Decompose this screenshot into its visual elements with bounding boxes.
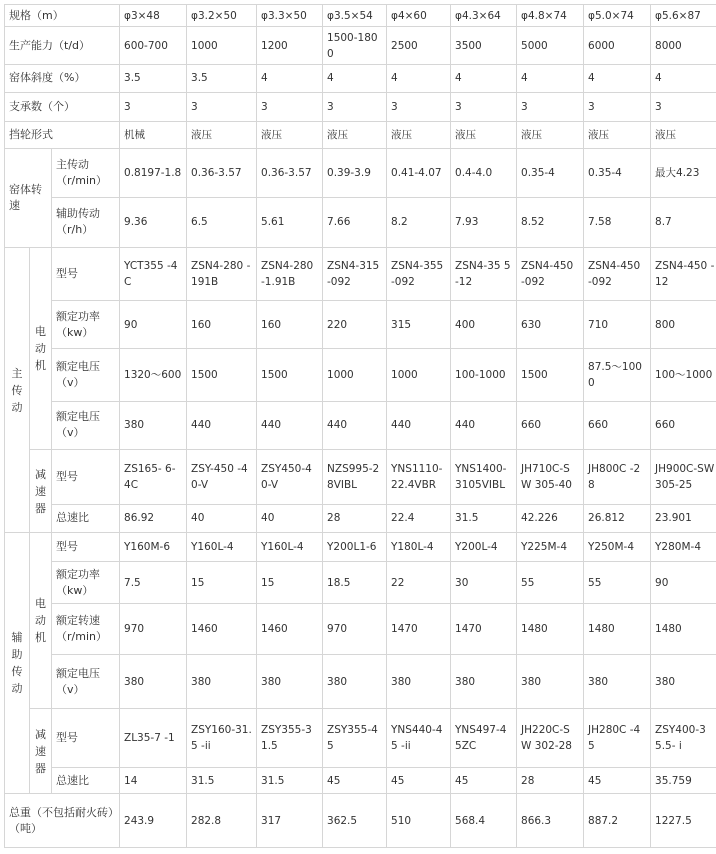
main-reducer-model-cell: NZS995-28VIBL xyxy=(323,449,387,504)
aux-motor-power-cell: 30 xyxy=(451,562,517,604)
wheel-cell: 液压 xyxy=(517,121,584,149)
main-reducer-model-label: 型号 xyxy=(52,449,120,504)
main-motor-voltage1-cell: 100-1000 xyxy=(451,349,517,401)
main-motor-voltage2-cell: 380 xyxy=(120,401,187,449)
unit-text: （r/min） xyxy=(56,630,107,644)
main-motor-model-cell: ZSN4-355 -092 xyxy=(387,247,451,300)
aux-motor-voltage-label xyxy=(52,655,120,708)
main-drive-group-label xyxy=(5,247,30,533)
vertical-group-text: 减速器 xyxy=(35,467,46,515)
table-row xyxy=(5,64,716,92)
wheel-cell: 液压 xyxy=(651,121,716,149)
slope-label: 窑体斜度（%） xyxy=(5,64,120,92)
main-motor-voltage1-cell: 1500 xyxy=(517,349,584,401)
aux-motor-power-label xyxy=(52,562,120,604)
main-reducer-model-cell: ZSY-450 -40-V xyxy=(187,449,257,504)
unit-text: （v） xyxy=(56,682,85,696)
capacity-cell: 1500-1800 xyxy=(323,27,387,64)
table-row xyxy=(5,197,716,247)
aux-motor-model-cell: Y280M-4 xyxy=(651,533,716,562)
aux-motor-model-cell: Y160L-4 xyxy=(187,533,257,562)
aux-motor-model-cell: Y180L-4 xyxy=(387,533,451,562)
slope-cell: 4 xyxy=(323,64,387,92)
unit-text: （kw） xyxy=(56,583,94,597)
supports-cell: 3 xyxy=(651,92,716,121)
speed-main-cell: 0.4-4.0 xyxy=(451,149,517,197)
wheel-cell: 液压 xyxy=(187,121,257,149)
main-reducer-ratio-cell: 22.4 xyxy=(387,504,451,533)
main-motor-model-cell: ZSN4-280 -191B xyxy=(187,247,257,300)
aux-reducer-model-cell: YNS440-45 -ii xyxy=(387,708,451,767)
main-motor-voltage2-cell: 440 xyxy=(387,401,451,449)
table-row xyxy=(5,247,716,300)
aux-motor-power-cell: 90 xyxy=(651,562,716,604)
aux-motor-power-cell: 55 xyxy=(517,562,584,604)
total-weight-cell: 510 xyxy=(387,794,451,848)
speed-main-cell: 0.41-4.07 xyxy=(387,149,451,197)
aux-reducer-ratio-cell: 28 xyxy=(517,767,584,794)
main-motor-voltage1-cell: 1000 xyxy=(323,349,387,401)
supports-cell: 3 xyxy=(187,92,257,121)
main-motor-voltage2-cell: 440 xyxy=(187,401,257,449)
vertical-group-text: 电动机 xyxy=(35,597,46,645)
unit-text: （v） xyxy=(56,376,85,390)
table-body xyxy=(5,5,716,848)
main-motor-model-cell: ZSN4-315 -092 xyxy=(323,247,387,300)
table-row xyxy=(5,401,716,449)
aux-reducer-model-cell: ZSY355-45 xyxy=(323,708,387,767)
speed-aux-cell: 7.66 xyxy=(323,197,387,247)
speed-main-cell: 0.36-3.57 xyxy=(257,149,323,197)
capacity-cell: 600-700 xyxy=(120,27,187,64)
aux-motor-speed-cell: 970 xyxy=(323,603,387,654)
supports-label: 支承数（个） xyxy=(5,92,120,121)
speed-aux-cell: 8.7 xyxy=(651,197,716,247)
aux-motor-speed-cell: 1480 xyxy=(651,603,716,654)
speed-aux-cell: 9.36 xyxy=(120,197,187,247)
table-row xyxy=(5,504,716,533)
main-reducer-ratio-cell: 31.5 xyxy=(451,504,517,533)
total-weight-cell: 362.5 xyxy=(323,794,387,848)
main-motor-power-cell: 800 xyxy=(651,301,716,349)
supports-cell: 3 xyxy=(584,92,651,121)
speed-aux-cell: 6.5 xyxy=(187,197,257,247)
total-weight-cell: 317 xyxy=(257,794,323,848)
row-label-text: 额定电压 xyxy=(56,410,100,424)
row-label-text: 额定转速 xyxy=(56,614,100,628)
main-motor-voltage1-cell: 87.5～1000 xyxy=(584,349,651,401)
aux-reducer-model-cell: JH280C -45 xyxy=(584,708,651,767)
table-row xyxy=(5,27,716,64)
main-motor-voltage1-cell: 1320～600 xyxy=(120,349,187,401)
speed-group-label: 窑体转速 xyxy=(5,149,52,247)
row-label-text: 额定功率 xyxy=(56,567,100,581)
aux-motor-speed-cell: 1460 xyxy=(257,603,323,654)
wheel-label: 挡轮形式 xyxy=(5,121,120,149)
main-reducer-ratio-cell: 86.92 xyxy=(120,504,187,533)
main-motor-model-cell: ZSN4-450 -092 xyxy=(517,247,584,300)
wheel-cell: 液压 xyxy=(584,121,651,149)
row-label-text: 辅助传动 xyxy=(56,207,100,221)
aux-reducer-ratio-cell: 45 xyxy=(387,767,451,794)
header-spec: φ3.3×50 xyxy=(257,5,323,27)
aux-reducer-group-label xyxy=(30,708,52,794)
aux-reducer-model-cell: ZL35-7 -1 xyxy=(120,708,187,767)
main-reducer-model-cell: ZS165- 6-4C xyxy=(120,449,187,504)
unit-text: （r/h） xyxy=(56,223,94,237)
wheel-cell: 液压 xyxy=(323,121,387,149)
speed-aux-cell: 8.2 xyxy=(387,197,451,247)
speed-aux-cell: 5.61 xyxy=(257,197,323,247)
main-motor-model-cell: ZSN4-35 5-12 xyxy=(451,247,517,300)
row-label-text: 额定功率 xyxy=(56,309,100,323)
aux-motor-power-cell: 55 xyxy=(584,562,651,604)
aux-reducer-model-label: 型号 xyxy=(52,708,120,767)
header-spec: φ3.5×54 xyxy=(323,5,387,27)
aux-reducer-ratio-cell: 31.5 xyxy=(187,767,257,794)
main-reducer-ratio-cell: 40 xyxy=(257,504,323,533)
main-motor-voltage2-cell: 440 xyxy=(323,401,387,449)
supports-cell: 3 xyxy=(517,92,584,121)
total-weight-cell: 243.9 xyxy=(120,794,187,848)
table-row xyxy=(5,121,716,149)
vertical-group-text: 主传动 xyxy=(11,366,23,414)
main-motor-voltage2-cell: 440 xyxy=(451,401,517,449)
aux-motor-speed-cell: 1480 xyxy=(517,603,584,654)
aux-motor-speed-cell: 1460 xyxy=(187,603,257,654)
total-weight-cell: 887.2 xyxy=(584,794,651,848)
slope-cell: 3.5 xyxy=(187,64,257,92)
aux-motor-model-cell: Y250M-4 xyxy=(584,533,651,562)
aux-reducer-ratio-cell: 45 xyxy=(323,767,387,794)
vertical-group-text: 辅助传动 xyxy=(11,631,23,696)
slope-cell: 3.5 xyxy=(120,64,187,92)
aux-motor-speed-cell: 970 xyxy=(120,603,187,654)
main-reducer-ratio-cell: 28 xyxy=(323,504,387,533)
speed-main-cell: 0.35-4 xyxy=(517,149,584,197)
main-reducer-model-cell: JH710C-SW 305-40 xyxy=(517,449,584,504)
aux-reducer-ratio-cell: 14 xyxy=(120,767,187,794)
main-motor-group-label xyxy=(30,247,52,449)
capacity-cell: 1200 xyxy=(257,27,323,64)
aux-motor-model-cell: Y225M-4 xyxy=(517,533,584,562)
aux-reducer-ratio-label: 总速比 xyxy=(52,767,120,794)
speed-aux-label xyxy=(52,197,120,247)
main-motor-power-cell: 160 xyxy=(187,301,257,349)
supports-cell: 3 xyxy=(120,92,187,121)
aux-motor-model-cell: Y160L-4 xyxy=(257,533,323,562)
aux-motor-voltage-cell: 380 xyxy=(387,655,451,708)
wheel-cell: 液压 xyxy=(387,121,451,149)
table-row xyxy=(5,562,716,604)
main-reducer-model-cell: YNS1110-22.4VBR xyxy=(387,449,451,504)
slope-cell: 4 xyxy=(651,64,716,92)
aux-motor-model-cell: Y200L-4 xyxy=(451,533,517,562)
table-row xyxy=(5,603,716,654)
supports-cell: 3 xyxy=(387,92,451,121)
speed-main-cell: 最大4.23 xyxy=(651,149,716,197)
main-motor-power-cell: 315 xyxy=(387,301,451,349)
row-label-text: 主传动 xyxy=(56,157,89,171)
main-motor-power-cell: 710 xyxy=(584,301,651,349)
aux-reducer-ratio-cell: 35.759 xyxy=(651,767,716,794)
total-weight-cell: 568.4 xyxy=(451,794,517,848)
speed-aux-cell: 8.52 xyxy=(517,197,584,247)
table-row xyxy=(5,708,716,767)
main-reducer-ratio-cell: 42.226 xyxy=(517,504,584,533)
main-motor-voltage2-cell: 440 xyxy=(257,401,323,449)
aux-reducer-model-cell: JH220C-SW 302-28 xyxy=(517,708,584,767)
aux-motor-power-cell: 18.5 xyxy=(323,562,387,604)
aux-motor-voltage-cell: 380 xyxy=(257,655,323,708)
main-motor-model-cell: ZSN4-450 -092 xyxy=(584,247,651,300)
main-motor-power-cell: 220 xyxy=(323,301,387,349)
aux-motor-power-cell: 22 xyxy=(387,562,451,604)
header-spec: φ4.8×74 xyxy=(517,5,584,27)
aux-reducer-ratio-cell: 45 xyxy=(451,767,517,794)
speed-main-cell: 0.8197-1.8 xyxy=(120,149,187,197)
main-motor-voltage1-label xyxy=(52,349,120,401)
unit-text: （kw） xyxy=(56,325,94,339)
main-motor-voltage2-cell: 660 xyxy=(584,401,651,449)
aux-motor-voltage-cell: 380 xyxy=(323,655,387,708)
table-row xyxy=(5,533,716,562)
total-weight-cell: 1227.5 xyxy=(651,794,716,848)
capacity-cell: 3500 xyxy=(451,27,517,64)
main-motor-voltage1-cell: 100～1000 xyxy=(651,349,716,401)
aux-motor-voltage-cell: 380 xyxy=(517,655,584,708)
main-motor-voltage2-label xyxy=(52,401,120,449)
aux-reducer-ratio-cell: 45 xyxy=(584,767,651,794)
wheel-cell: 液压 xyxy=(451,121,517,149)
total-weight-cell: 866.3 xyxy=(517,794,584,848)
aux-motor-power-cell: 15 xyxy=(187,562,257,604)
aux-motor-model-cell: Y200L1-6 xyxy=(323,533,387,562)
main-motor-voltage1-cell: 1000 xyxy=(387,349,451,401)
capacity-cell: 6000 xyxy=(584,27,651,64)
capacity-label: 生产能力（t/d） xyxy=(5,27,120,64)
row-label-text: 额定电压 xyxy=(56,360,100,374)
supports-cell: 3 xyxy=(257,92,323,121)
unit-text: （v） xyxy=(56,426,85,440)
header-label: 规格（m） xyxy=(5,5,120,27)
main-motor-model-cell: YCT355 -4C xyxy=(120,247,187,300)
main-reducer-model-cell: YNS1400-3105VIBL xyxy=(451,449,517,504)
main-motor-voltage2-cell: 660 xyxy=(651,401,716,449)
header-spec: φ4.3×64 xyxy=(451,5,517,27)
aux-reducer-model-cell: YNS497-45ZC xyxy=(451,708,517,767)
header-spec: φ3×48 xyxy=(120,5,187,27)
speed-main-cell: 0.36-3.57 xyxy=(187,149,257,197)
main-reducer-ratio-label: 总速比 xyxy=(52,504,120,533)
supports-cell: 3 xyxy=(451,92,517,121)
main-motor-model-cell: ZSN4-280 -1.91B xyxy=(257,247,323,300)
aux-motor-voltage-cell: 380 xyxy=(120,655,187,708)
aux-motor-voltage-cell: 380 xyxy=(651,655,716,708)
main-motor-power-cell: 160 xyxy=(257,301,323,349)
aux-motor-voltage-cell: 380 xyxy=(584,655,651,708)
main-reducer-ratio-cell: 23.901 xyxy=(651,504,716,533)
aux-motor-speed-label xyxy=(52,603,120,654)
main-motor-model-cell: ZSN4-450 -12 xyxy=(651,247,716,300)
total-weight-cell: 282.8 xyxy=(187,794,257,848)
speed-aux-cell: 7.93 xyxy=(451,197,517,247)
speed-main-cell: 0.35-4 xyxy=(584,149,651,197)
aux-motor-voltage-cell: 380 xyxy=(187,655,257,708)
main-motor-voltage1-cell: 1500 xyxy=(257,349,323,401)
capacity-cell: 2500 xyxy=(387,27,451,64)
unit-text: （r/min） xyxy=(56,173,107,187)
table-row xyxy=(5,92,716,121)
speed-aux-cell: 7.58 xyxy=(584,197,651,247)
table-row xyxy=(5,349,716,401)
slope-cell: 4 xyxy=(451,64,517,92)
vertical-group-text: 电动机 xyxy=(35,324,46,372)
slope-cell: 4 xyxy=(257,64,323,92)
aux-motor-model-label: 型号 xyxy=(52,533,120,562)
speed-main-cell: 0.39-3.9 xyxy=(323,149,387,197)
capacity-cell: 1000 xyxy=(187,27,257,64)
kiln-spec-table xyxy=(4,4,716,848)
table-row xyxy=(5,301,716,349)
supports-cell: 3 xyxy=(323,92,387,121)
aux-motor-group-label xyxy=(30,533,52,708)
aux-reducer-model-cell: ZSY355-31.5 xyxy=(257,708,323,767)
aux-motor-voltage-cell: 380 xyxy=(451,655,517,708)
header-spec: φ4×60 xyxy=(387,5,451,27)
aux-motor-power-cell: 15 xyxy=(257,562,323,604)
capacity-cell: 8000 xyxy=(651,27,716,64)
row-label-text: 额定电压 xyxy=(56,666,100,680)
aux-reducer-model-cell: ZSY400-35.5- i xyxy=(651,708,716,767)
aux-motor-speed-cell: 1480 xyxy=(584,603,651,654)
aux-reducer-ratio-cell: 31.5 xyxy=(257,767,323,794)
main-reducer-model-cell: ZSY450-40-V xyxy=(257,449,323,504)
main-motor-model-label: 型号 xyxy=(52,247,120,300)
main-reducer-group-label xyxy=(30,449,52,532)
table-row xyxy=(5,655,716,708)
main-motor-power-cell: 90 xyxy=(120,301,187,349)
header-spec: φ3.2×50 xyxy=(187,5,257,27)
table-row xyxy=(5,449,716,504)
main-reducer-model-cell: JH800C -28 xyxy=(584,449,651,504)
table-row xyxy=(5,5,716,27)
total-weight-label: 总重（不包括耐火砖）（吨） xyxy=(5,794,120,848)
aux-motor-model-cell: Y160M-6 xyxy=(120,533,187,562)
main-motor-voltage2-cell: 660 xyxy=(517,401,584,449)
main-motor-voltage1-cell: 1500 xyxy=(187,349,257,401)
aux-motor-speed-cell: 1470 xyxy=(451,603,517,654)
vertical-group-text: 减速器 xyxy=(35,727,46,775)
slope-cell: 4 xyxy=(387,64,451,92)
slope-cell: 4 xyxy=(584,64,651,92)
header-spec: φ5.0×74 xyxy=(584,5,651,27)
table-row xyxy=(5,794,716,848)
aux-reducer-model-cell: ZSY160-31.5 -ii xyxy=(187,708,257,767)
table-row xyxy=(5,767,716,794)
aux-motor-speed-cell: 1470 xyxy=(387,603,451,654)
wheel-cell: 液压 xyxy=(257,121,323,149)
aux-drive-group-label xyxy=(5,533,30,794)
table-row xyxy=(5,149,716,197)
wheel-cell: 机械 xyxy=(120,121,187,149)
capacity-cell: 5000 xyxy=(517,27,584,64)
slope-cell: 4 xyxy=(517,64,584,92)
aux-motor-power-cell: 7.5 xyxy=(120,562,187,604)
main-reducer-ratio-cell: 26.812 xyxy=(584,504,651,533)
speed-main-label xyxy=(52,149,120,197)
main-motor-power-cell: 630 xyxy=(517,301,584,349)
main-reducer-ratio-cell: 40 xyxy=(187,504,257,533)
main-motor-power-label xyxy=(52,301,120,349)
main-motor-power-cell: 400 xyxy=(451,301,517,349)
main-reducer-model-cell: JH900C-SW 305-25 xyxy=(651,449,716,504)
header-spec: φ5.6×87 xyxy=(651,5,716,27)
